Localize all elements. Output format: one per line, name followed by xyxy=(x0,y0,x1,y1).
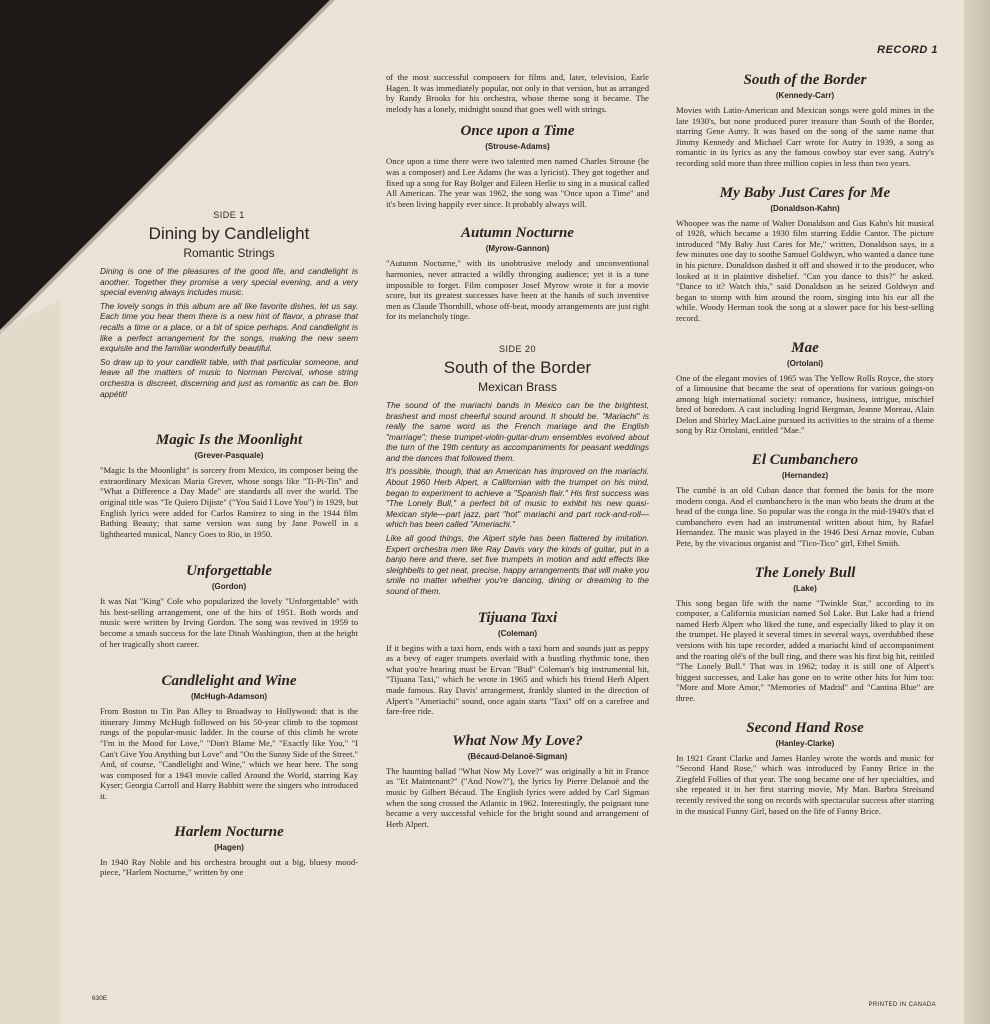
song-description: "Magic Is the Moonlight" is sorcery from Mexico, its composer being the extraordinary Mexican Maria Grever, whose songs like "Ti-Pi-Tin" and "What a Difference a Day Made" are standards all over the world. The original title was "Te Quiero Dijiste" ("You Said I Love You") in 1929, but English lyrics were added for Carlos Ramirez to sing in the 1944 film Bathing Beauty; that same version was sung by Jane Powell in a lighthearted musical, Nancy Goes to Rio, in 1950. xyxy=(100,465,358,539)
song-title: What Now My Love? xyxy=(452,732,583,749)
song-composer: (Lake) xyxy=(793,583,817,593)
song-composer: (Grever-Pasquale) xyxy=(194,451,264,461)
song-composer: (Hernandez) xyxy=(781,471,829,481)
song-entry xyxy=(100,432,358,539)
intro-paragraph: It's possible, though, that an American has improved on the mariachi. About 1960 Herb Alpert, a Californian with the trumpet on his mind, began to experiment to achieve a "Spanish flair." His first success was "The Lonely Bull," a perfect bit of music to exhibit his new quasi-Mexican style—part jazz, part "hot" mariachi and part rock-and-roll—which has been called "Ameriachi." xyxy=(386,466,649,530)
side-label: SIDE 20 xyxy=(498,343,537,354)
intro-paragraph: So draw up to your candlelit table, with that particular someone, and leave all the matters of music to Norman Percival, whose string orchestra is discreet, discerning and just as romantic as can be. Bon appétit! xyxy=(100,356,358,399)
column-side1 xyxy=(100,210,358,888)
song-description: The cumbé is an old Cuban dance that formed the basis for the more modern conga. And el cumbanchero is the man who beats the drum at the head of the conga line. So popular was the conga in the mid-1940's that el cumbanchero even had an instrumental written about him, by Rafael Hernandez. The music was played in the 1946 Desi Arnaz movie, Cuban Pete, by the vivacious organist and "Tico-Tico" girl, Ethel Smith. xyxy=(676,485,934,549)
song-description: Whoopee was the name of Walter Donaldson and Gus Kahn's hit musical of 1928, which became a 1930 film starring Eddie Cantor. The picture introduced "My Baby Just Cares for Me," written, Donaldson says, in a few minutes one day to soothe Samuel Goldwyn, who wanted a dance tune in his picture. Donaldson dashed it off and showed it to the producer, who looked at it in plaintive disbelief. "Can you dance to this?" he asked. "Dance to it? Watch this," said Donaldson as he seized Goldwyn and began to stomp with him around the room, singing into his ear all the while. Woody Herman took the song at a slower pace for his best-selling record. xyxy=(676,217,934,323)
song-title: Unforgettable xyxy=(186,563,272,580)
continued-text: of the most successful composers for films and, later, television, Earle Hagen. It was immediately popular, not only in that version, but as arranged by Randy Brooks for his orchestra, whose theme song it became. The melody has a lonely, midnight sound that goes well with strings. xyxy=(386,72,649,114)
song-entry xyxy=(676,720,934,817)
song-composer: (Strouse-Adams) xyxy=(485,142,550,152)
song-entry xyxy=(386,123,649,209)
song-title: Tijuana Taxi xyxy=(477,609,558,626)
song-entry xyxy=(676,452,934,549)
song-composer: (McHugh-Adamson) xyxy=(191,692,267,702)
song-description: The haunting ballad "What Now My Love?" was originally a hit in France as "Et Maintenant?" ("And Now?"), the lyrics by Pierre Delanoë and the music by Gilbert Bécaud. The English lyrics were added by Carl Sigman when the song crossed the Atlantic in 1962. Interestingly, the poignant tune became a very successful vehicle for the bright sound and arrangement of Herb Alpert. xyxy=(386,765,649,829)
song-composer: (Hagen) xyxy=(214,842,244,852)
album-subtitle: Romantic Strings xyxy=(183,246,275,260)
song-composer: (Kennedy-Carr) xyxy=(775,91,835,100)
song-title: Second Hand Rose xyxy=(746,719,864,736)
song-composer: (Donaldson-Kahn) xyxy=(770,203,840,213)
song-title: My Baby Just Cares for Me xyxy=(719,184,891,201)
song-description: One of the elegant movies of 1965 was The Yellow Rolls Royce, the story of a limousine that became the seat of operations for various goings-on among high international society: romance, business, intrigue, mischief bred of boredom. A cast including Ingrid Bergman, Jeanne Moreau, Alain Delon and Shirley MacLaine pursued its activities to the strains of a theme song by Riz Ortolani, entitled "Mae." xyxy=(676,372,934,436)
song-description: Movies with Latin-American and Mexican songs were gold mines in the late 1930's, but none produced purer treasure than South of the Border, starring Gene Autry. It was based on the song of the same name that Jimmy Kennedy and Michael Carr wrote for Autry in 1939, a song as romantic in its lyrics as any the famous cowboy star ever sang. Autry's recording sold more than three million copies in less than two years. xyxy=(676,105,934,168)
song-entry xyxy=(676,72,934,169)
intro-paragraph: Dining is one of the pleasures of the good life, and candlelight is another. Together they promise a very special evening, and a very special evening always includes music. xyxy=(100,266,358,298)
song-entry xyxy=(676,565,934,704)
song-description: If it begins with a taxi horn, ends with a taxi horn and sounds just as peppy as a bevy of eager trumpets overlaid with a bustling rhythmic tone, then what you're hearing must be Ervan "Bud" Coleman's big instrumental hit, "Tijuana Taxi," which he wrote in 1965 and which his friend Herb Alpert made famous. Ray Davis' arrangement, frankly slanted in the direction of Alpert's "Ameriachi" sound, once again starts "Taxi" off on a carefree and fare-free ride. xyxy=(386,642,649,717)
song-entry xyxy=(100,673,358,801)
song-composer: (Coleman) xyxy=(497,628,538,638)
song-description: In 1921 Grant Clarke and James Hanley wrote the words and music for "Second Hand Rose," which was introduced by Fanny Brice in the Ziegfeld Follies of that year. The song became one of her specialties, and she repeated it in her first starring movie, My Man. Barbra Streisand recently revived the song on records with spectacular success after starring in the musical Funny Girl, based on the life of Fanny Brice. xyxy=(676,752,934,816)
song-title: Harlem Nocturne xyxy=(174,823,284,840)
song-description: From Boston to Tin Pan Alley to Broadway to Hollywood: that is the itinerary Jimmy McHugh followed on his 50-year climb to the topmost rungs of the popular-music ladder. In the course of this climb he wrote "I'm in the Mood for Love," "Don't Blame Me," "Exactly like You," "I Can't Give You Anything but Love" and "On the Sunny Side of the Street." And, of course, "Candlelight and Wine," which we hear here. The song was composed for a 1943 movie called Around the World, starring Kay Kyser; Georgia Carroll and Harry Babbitt were the singers who introduced it. xyxy=(100,706,358,801)
song-title: Autumn Nocturne xyxy=(461,225,574,242)
intro-paragraph: The sound of the mariachi bands in Mexico can be the brightest, brashest and most cheerful sound around. It should be. "Mariachi" is really the same word as the French mariage and the English "marriage"; these trumpet-violin-guitar-drum ensembles evolved about the turn of the 19th century as accompaniments for peasant weddings and the dances that followed them. xyxy=(386,399,649,463)
song-title: El Cumbanchero xyxy=(751,452,859,469)
song-entry xyxy=(100,563,358,649)
catalog-number: 630E xyxy=(92,995,108,1002)
song-description: Once upon a time there were two talented men named Charles Strouse (he was a composer) and Lee Adams (he was a lyricist). They got together and fixed up a song for Ray Bolger and Eileen Herlie to sing in a musical called All American. The year was 1962, the song was "Once upon a Time" and it's been living happily ever since. It probably always will. xyxy=(386,156,649,209)
song-composer: (Gordon) xyxy=(211,582,247,592)
song-description: It was Nat "King" Cole who popularized the lovely "Unforgettable" with his best-selling arrangement, one of the hits of 1951. Both words and music were written by Irving Gordon. The song was revived in 1959 to become a smash success for the late Dinah Washington, then at the height of her tragically short career. xyxy=(100,596,358,649)
song-composer: (Myrow-Gannon) xyxy=(485,244,550,254)
printed-in-canada: PRINTED IN CANADA xyxy=(868,1002,936,1008)
song-description: This song began life with the name "Twinkle Star," according to its composer, a California musician named Sol Lake. But Lake had a friend named Herb Alpert who liked the tune, and especially liked to play it on the trumpet. He played it several times in several ways, overdubbed these versions with his tape recorder, added a mariachi kind of accompaniment and the roaring olé's of the bull ring, and there was his first big hit, retitled "The Lonely Bull." That was in 1962; today it is still one of Alpert's biggest successes, and Lake has gone on to write other hits for him too: "More and More Amor," "Memories of Madrid" and "Cantina Blue" are three. xyxy=(676,597,934,703)
song-composer: (Bécaud-Delanoë-Sigman) xyxy=(467,751,568,761)
song-entry xyxy=(676,340,934,437)
song-composer: (Ortolani) xyxy=(787,358,823,368)
side-label: SIDE 1 xyxy=(213,210,245,220)
song-title: Once upon a Time xyxy=(460,123,575,140)
song-composer: (Hanley-Clarke) xyxy=(775,738,835,748)
album-intro xyxy=(386,400,649,597)
song-entry xyxy=(676,185,934,324)
column-middle xyxy=(386,72,649,839)
song-title: Candlelight and Wine xyxy=(161,673,297,690)
intro-paragraph: The lovely songs in this album are all like favorite dishes, let us say. Each time you hear them there is a new hint of flavor, a phrase that recalls a time or a place, or a bit of spice perhaps. And candlelight is like a perfect arrangement for the songs, making the new seem exquisite and the familiar wonderfully beautiful. xyxy=(100,300,358,354)
album-title: South of the Border xyxy=(443,357,592,377)
song-description: In 1940 Ray Noble and his orchestra brought out a big, bluesy mood-piece, "Harlem Nocturne," written by one xyxy=(100,856,358,878)
song-title: The Lonely Bull xyxy=(754,564,856,581)
album-intro xyxy=(100,266,358,399)
column-side2-songs xyxy=(676,72,934,826)
song-entry xyxy=(386,733,649,830)
album-subtitle: Mexican Brass xyxy=(478,379,557,394)
song-entry xyxy=(386,610,649,717)
intro-paragraph: Like all good things, the Alpert style has been flattered by imitation. Expert orchestra men like Ray Davis vary the kinds of guitar, put in a banjo here and there, set five trumpets in motion and add effects like sleighbells to get neat, precise, happy arrangements that will make you smile no matter whether you're dancing, dining or dreaming to the sound of them. xyxy=(386,533,649,596)
album-title: Dining by Candlelight xyxy=(148,224,310,243)
song-description: "Autumn Nocturne," with its unobtrusive melody and unconventional harmonies, never attracted a wildly thronging audience; yet it is a tune impossible to forget. Film composer Josef Myrow wrote it for a movie score, but its greatest successes have been at the hands of such inventive men as Claude Thornhill, whose off-beat, moody arrangements are just right for its melancholy tinge. xyxy=(386,258,649,322)
song-title: South of the Border xyxy=(743,72,867,88)
song-title: Magic Is the Moonlight xyxy=(155,432,303,449)
song-entry xyxy=(100,824,358,878)
record-label: RECORD 1 xyxy=(877,44,938,56)
song-entry xyxy=(386,225,649,322)
song-title: Mae xyxy=(791,339,819,356)
sleeve-edge xyxy=(964,0,990,1024)
